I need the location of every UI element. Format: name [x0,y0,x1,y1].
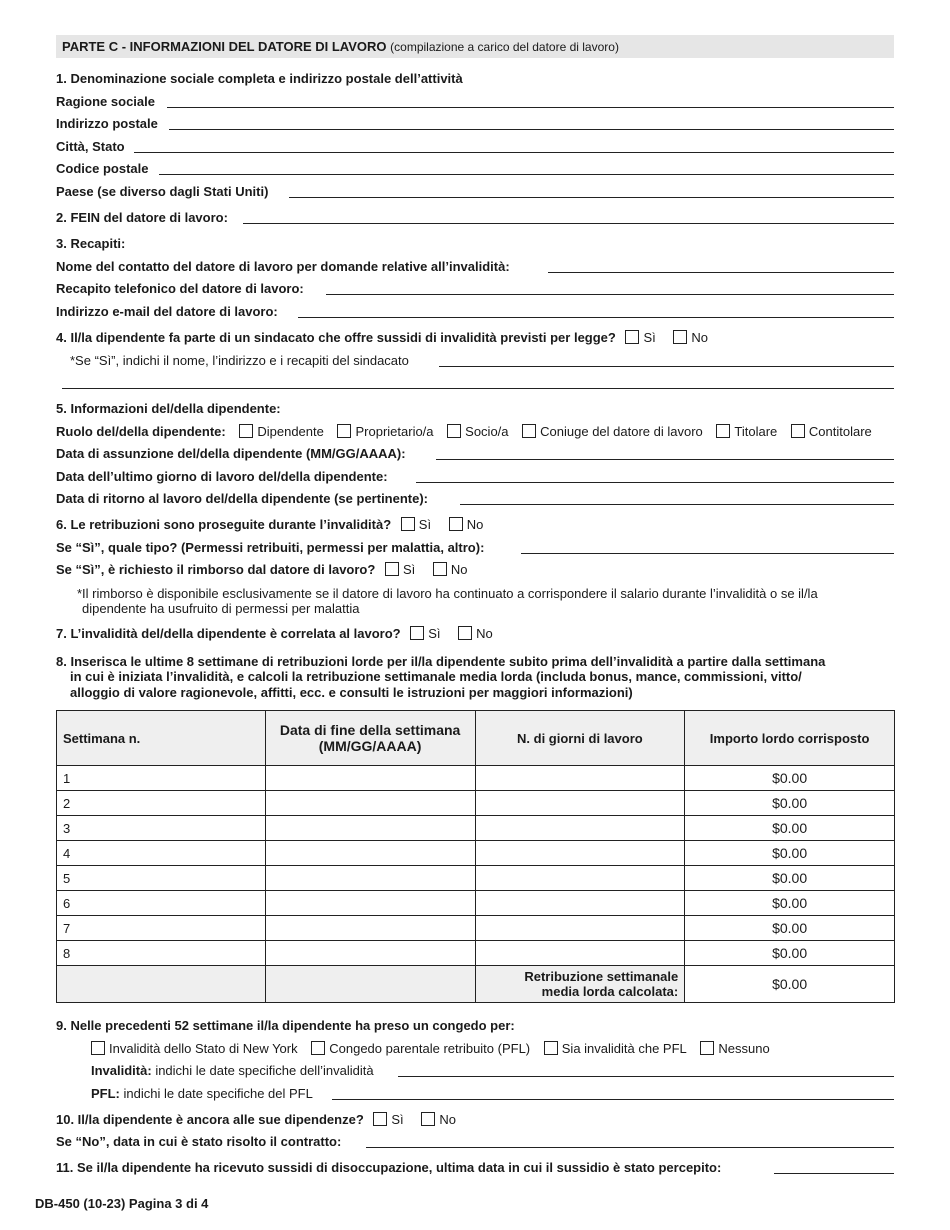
q6-yes-checkbox[interactable] [401,517,415,531]
role-spouse-label: Coniuge del datore di lavoro [540,424,703,439]
week-number-cell: 8 [57,941,266,966]
role-holder-checkbox[interactable] [716,424,730,438]
termination-date-field[interactable] [366,1147,894,1148]
week-number-cell: 7 [57,916,266,941]
week-end-date-field[interactable] [265,941,475,966]
q5-last-day-label: Data dell’ultimo giorno di lavoro del/della dipendente: [56,469,388,484]
q1-label-address: Indirizzo postale [56,116,158,131]
q8-line2: in cui è iniziata l’invalidità, e calcoli la retribuzione settimanale media lorda (includa bonus, mance, commissioni, vitto/ [70,669,802,684]
total-label [475,966,685,1003]
leave-both-label: Sia invalidità che PFL [561,1041,687,1056]
week-end-date-field[interactable] [265,866,475,891]
refund-no-checkbox[interactable] [433,562,447,576]
total-label-line1: Retribuzione settimanale [524,969,679,984]
table-row [57,816,895,841]
q5-hire-label: Data di assunzione del/della dipendente (MM/GG/AAAA): [56,446,406,461]
refund-no-label: No [450,562,468,577]
week-number-cell: 2 [57,791,266,816]
gross-amount-field[interactable]: $0.00 [685,916,895,941]
role-owner-label: Proprietario/a [355,424,434,439]
zip-code-field[interactable] [159,174,894,175]
days-worked-field[interactable] [475,916,685,941]
q9-pfl-label: PFL: [91,1086,120,1101]
days-worked-field[interactable] [475,816,685,841]
q11-question: 11. Se il/la dipendente ha ricevuto sussidi di disoccupazione, ultima data in cui il sussidio è stato percepito: [56,1160,722,1175]
days-worked-field[interactable] [475,766,685,791]
days-worked-field[interactable] [475,941,685,966]
role-coholder-label: Contitolare [808,424,872,439]
q5-title: 5. Informazioni del/della dipendente: [56,401,281,416]
gross-amount-field[interactable]: $0.00 [685,791,895,816]
q10-row [56,1112,456,1127]
role-partner-checkbox[interactable] [447,424,461,438]
week-number-cell: 5 [57,866,266,891]
q10-followup-label: Se “No”, data in cui è stato risolto il contratto: [56,1134,342,1149]
q9-pfl-text: indichi le date specifiche del PFL [123,1086,313,1101]
q10-no-label: No [439,1112,456,1127]
email-field[interactable] [298,317,894,318]
q10-yes-checkbox[interactable] [373,1112,387,1126]
table-row [57,791,895,816]
postal-address-field[interactable] [169,129,894,130]
week-end-date-field[interactable] [265,766,475,791]
q6-note-line1: *Il rimborso è disponibile esclusivamente se il datore di lavoro ha continuato a corrispondere il salario durante l’invalidità o se il/la [77,586,818,601]
q1-title: 1. Denominazione sociale completa e indirizzo postale dell’attività [56,71,463,86]
q7-no-label: No [476,626,493,641]
q6-refund-question: Se “Sì”, è richiesto il rimborso dal datore di lavoro? [56,562,376,577]
total-empty-2 [265,966,475,1003]
table-row [57,941,895,966]
city-state-field[interactable] [134,152,894,153]
gross-amount-field[interactable]: $0.00 [685,941,895,966]
wages-table [56,710,895,1003]
gross-amount-field[interactable]: $0.00 [685,766,895,791]
week-end-date-field[interactable] [265,916,475,941]
week-number-cell: 3 [57,816,266,841]
wages-table-header [57,711,895,766]
gross-amount-field[interactable]: $0.00 [685,841,895,866]
table-row [57,866,895,891]
col-days: N. di giorni di lavoro [475,711,685,766]
role-owner-checkbox[interactable] [337,424,351,438]
q9-title: 9. Nelle precedenti 52 settimane il/la dipendente ha preso un congedo per: [56,1018,515,1033]
q4-row [56,330,708,345]
section-subtitle: (compilazione a carico del datore di lavoro) [390,40,619,54]
q7-question: 7. L’invalidità del/della dipendente è correlata al lavoro? [56,626,401,641]
leave-none-label: Nessuno [718,1041,770,1056]
country-field[interactable] [289,197,894,198]
q1-label-zip: Codice postale [56,161,149,176]
leave-both-checkbox[interactable] [544,1041,558,1055]
q3-email-label: Indirizzo e-mail del datore di lavoro: [56,304,278,319]
gross-amount-field[interactable]: $0.00 [685,891,895,916]
unemployment-date-field[interactable] [774,1173,894,1174]
q6-note-line2: dipendente ha usufruito di permessi per malattia [82,601,360,616]
q3-phone-label: Recapito telefonico del datore di lavoro: [56,281,304,296]
q9-invalidity-label: Invalidità: [91,1063,152,1078]
days-worked-field[interactable] [475,891,685,916]
table-row [57,766,895,791]
role-holder-label: Titolare [734,424,778,439]
q6-question: 6. Le retribuzioni sono proseguite durante l’invalidità? [56,517,392,532]
q9-invalidity-row [91,1063,374,1078]
q8-line1: 8. Inserisca le ultime 8 settimane di retribuzioni lorde per il/la dipendente subito prima dell’invalidità a partire dalla settimana [56,654,826,669]
business-name-field[interactable] [167,107,894,108]
pfl-dates-field[interactable] [332,1099,894,1100]
week-end-date-field[interactable] [265,791,475,816]
wage-type-field[interactable] [521,553,894,554]
fein-field[interactable] [243,223,894,224]
q9-pfl-row [91,1086,313,1101]
q3-contact-label: Nome del contatto del datore di lavoro per domande relative all’invalidità: [56,259,510,274]
days-worked-field[interactable] [475,866,685,891]
leave-nys-disability-label: Invalidità dello Stato di New York [109,1041,298,1056]
col-amount: Importo lordo corrisposto [685,711,895,766]
week-end-date-field[interactable] [265,816,475,841]
table-row [57,916,895,941]
invalidity-dates-field[interactable] [398,1076,894,1077]
leave-nys-disability-checkbox[interactable] [91,1041,105,1055]
average-wage-field[interactable]: $0.00 [685,966,895,1003]
form-footer-id: DB-450 (10-23) Pagina 3 di 4 [35,1196,209,1211]
q6-type-label: Se “Sì”, quale tipo? (Permessi retribuiti, permessi per malattia, altro): [56,540,485,555]
q7-yes-label: Sì [428,626,441,641]
phone-field[interactable] [326,294,894,295]
total-label-line2: media lorda calcolata: [541,984,679,999]
q4-note: *Se “Sì”, indichi il nome, l’indirizzo e i recapiti del sindacato [70,353,409,368]
q4-no-checkbox[interactable] [673,330,687,344]
q6-no-label: No [466,517,484,532]
week-end-date-field[interactable] [265,841,475,866]
q1-label-business-name: Ragione sociale [56,94,155,109]
total-empty-1 [57,966,266,1003]
refund-yes-checkbox[interactable] [385,562,399,576]
q9-invalidity-text: indichi le date specifiche dell’invalidità [155,1063,374,1078]
q4-yes-checkbox[interactable] [625,330,639,344]
q10-no-checkbox[interactable] [421,1112,435,1126]
leave-none-checkbox[interactable] [700,1041,714,1055]
role-employee-checkbox[interactable] [239,424,253,438]
q1-label-country: Paese (se diverso dagli Stati Uniti) [56,184,269,199]
q7-no-checkbox[interactable] [458,626,472,640]
role-spouse-checkbox[interactable] [522,424,536,438]
q8-line3: alloggio di valore ragionevole, affitti, ecc. e consulti le istruzioni per maggiori informazioni) [70,685,633,700]
q5-role-row [56,424,872,439]
q1-label-city-state: Città, Stato [56,139,125,154]
contact-name-field[interactable] [548,272,894,273]
col-week: Settimana n. [57,711,266,766]
table-row [57,891,895,916]
section-title [62,39,619,54]
leave-pfl-checkbox[interactable] [311,1041,325,1055]
week-number-cell: 4 [57,841,266,866]
return-date-field[interactable] [460,504,894,505]
union-info-field-1[interactable] [439,366,894,367]
role-partner-label: Socio/a [465,424,509,439]
week-number-cell: 6 [57,891,266,916]
role-employee-label: Dipendente [257,424,324,439]
q10-question: 10. Il/la dipendente è ancora alle sue dipendenze? [56,1112,364,1127]
q4-question: 4. Il/la dipendente fa parte di un sindacato che offre sussidi di invalidità previsti per legge? [56,330,616,345]
week-end-date-field[interactable] [265,891,475,916]
q10-yes-label: Sì [391,1112,404,1127]
hire-date-field[interactable] [436,459,894,460]
table-row [57,841,895,866]
days-worked-field[interactable] [475,841,685,866]
leave-pfl-label: Congedo parentale retribuito (PFL) [329,1041,531,1056]
q7-yes-checkbox[interactable] [410,626,424,640]
days-worked-field[interactable] [475,791,685,816]
q4-no-label: No [691,330,709,345]
total-row [57,966,895,1003]
section-header [56,35,894,58]
q5-return-label: Data di ritorno al lavoro del/della dipendente (se pertinente): [56,491,429,506]
q7-row [56,626,493,641]
q5-role-label: Ruolo del/della dipendente: [56,424,226,439]
q6-no-checkbox[interactable] [449,517,463,531]
q6-row [56,517,483,532]
q3-title: 3. Recapiti: [56,236,126,251]
q9-options-row [91,1041,770,1056]
union-info-field-2[interactable] [62,388,894,389]
refund-yes-label: Sì [402,562,416,577]
q4-yes-label: Sì [643,330,656,345]
col-end-date: Data di fine della settimana (MM/GG/AAAA) [265,711,475,766]
q6-yes-label: Sì [418,517,432,532]
gross-amount-field[interactable]: $0.00 [685,816,895,841]
gross-amount-field[interactable]: $0.00 [685,866,895,891]
q6-refund-row [56,562,467,577]
last-day-field[interactable] [416,482,894,483]
q2-label: 2. FEIN del datore di lavoro: [56,210,228,225]
week-number-cell: 1 [57,766,266,791]
role-coholder-checkbox[interactable] [791,424,805,438]
section-title-text: PARTE C - INFORMAZIONI DEL DATORE DI LAVORO [62,39,387,54]
